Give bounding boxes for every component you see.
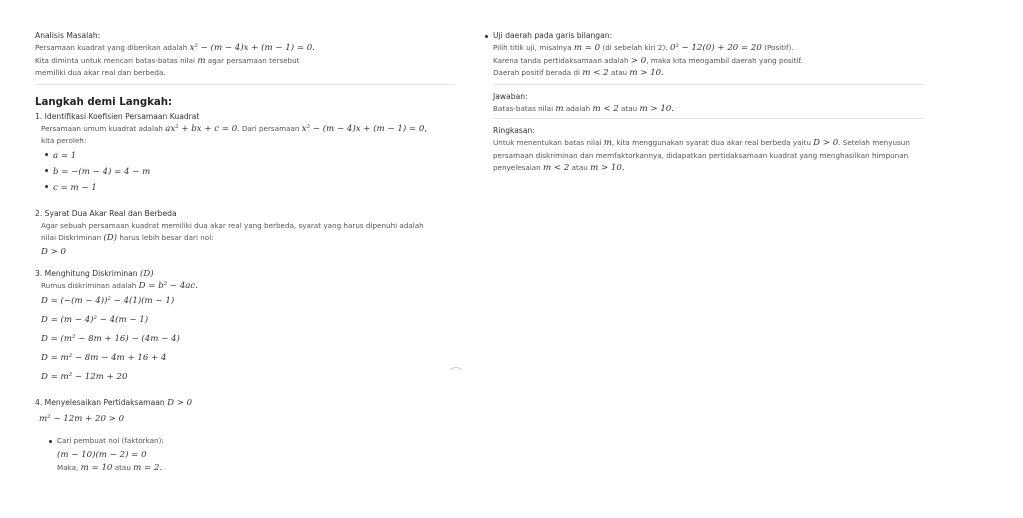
answer-section <box>493 91 943 116</box>
answer-line: Batas-batas nilai m adalah m < 2 atau m > 10. <box>493 103 674 114</box>
test-line3: Daerah positif berada di m < 2 atau m > 10. <box>493 68 664 78</box>
divider <box>493 118 925 119</box>
intro-task-line1: Kita diminta untuk mencari batas-batas nilai m agar persamaan tersebut <box>35 55 300 66</box>
step-2-line2: nilai Diskriminan (D) harus lebih besar dari nol: <box>41 233 214 243</box>
step-3 <box>35 268 460 388</box>
divider <box>35 84 455 85</box>
discriminant-line-1: D = (−(m − 4))² − 4(1)(m − 1) <box>41 296 175 306</box>
step-1-title: 1. Identifikasi Koefisien Persamaan Kuadrat <box>35 111 200 121</box>
discriminant-line-4: D = m² − 8m − 4m + 16 + 4 <box>41 353 167 363</box>
test-bullet: Uji daerah pada garis bilangan: <box>481 30 943 42</box>
step-2-condition: D > 0 <box>41 246 67 257</box>
coef-c: c = m − 1 <box>41 180 460 196</box>
summary-section <box>493 125 943 175</box>
answer-title: Jawaban: <box>493 91 528 101</box>
left-column <box>35 30 460 474</box>
step-1-line1: Persamaan umum kuadrat adalah ax² + bx + c = 0. Dari persamaan x² − (m − 4)x + (m − 1) = 0, <box>41 123 428 134</box>
step-4-factored: (m − 10)(m − 2) = 0 <box>57 449 147 460</box>
step-4 <box>35 397 460 474</box>
step-4-roots: Maka, m = 10 atau m = 2. <box>57 462 163 473</box>
step-3-formula: Rumus diskriminan adalah D = b² − 4ac. <box>41 280 198 291</box>
intro-section <box>35 30 460 80</box>
discriminant-line-2: D = (m − 4)² − 4(m − 1) <box>41 315 149 325</box>
step-1 <box>35 111 460 196</box>
intro-task-line2: memiliki dua akar real dan berbeda. <box>35 68 166 77</box>
intro-title: Analisis Masalah: <box>35 31 101 40</box>
test-section <box>493 30 943 80</box>
discriminant-line-5: D = m² − 12m + 20 <box>41 372 128 382</box>
step-2-line1: Agar sebuah persamaan kuadrat memiliki dua akar real yang berbeda, syarat yang harus dipenuhi adalah <box>41 220 424 230</box>
summary-line3: penyelesaian m < 2 atau m > 10. <box>493 163 625 173</box>
test-line2: Karena tanda pertidaksamaan adalah > 0, maka kita mengambil daerah yang positif. <box>493 55 803 66</box>
steps-heading: Langkah demi Langkah: <box>35 96 173 108</box>
step-2-title: 2. Syarat Dua Akar Real dan Berbeda <box>35 208 177 218</box>
discriminant-line-3: D = (m² − 8m + 16) − (4m − 4) <box>41 334 180 344</box>
test-line1: Pilih titik uji, misalnya m = 0 (di sebelah kiri 2): 0² − 12(0) + 20 = 20 (Positif). <box>493 43 794 53</box>
step-3-title: 3. Menghitung Diskriminan (D) <box>35 268 154 279</box>
step-4-title: 4. Menyelesaikan Pertidaksamaan D > 0 <box>35 398 193 408</box>
summary-line1: Untuk menentukan batas nilai m, kita menggunakan syarat dua akar real berbeda yaitu D > 0. Setelah menyusun <box>493 138 910 148</box>
summary-title: Ringkasan: <box>493 126 535 135</box>
coef-a: a = 1 <box>41 148 460 164</box>
divider <box>493 84 925 85</box>
step-1-line2: kita peroleh: <box>41 136 87 145</box>
step-4-inequality: m² − 12m + 20 > 0 <box>39 414 125 424</box>
summary-line2: persamaan diskriminan dan memfaktorkannya, didapatkan pertidaksamaan kuadrat yang menghasilkan himpunan <box>493 150 909 160</box>
coef-b: b = −(m − 4) = 4 − m <box>41 164 460 180</box>
loading-spinner-icon <box>447 367 465 385</box>
intro-given: Persamaan kuadrat yang diberikan adalah x² − (m − 4)x + (m − 1) = 0. <box>35 43 315 53</box>
step-2 <box>35 208 460 260</box>
step-4-bullet: Cari pembuat nol (faktorkan): <box>45 435 460 448</box>
right-column <box>493 30 943 175</box>
